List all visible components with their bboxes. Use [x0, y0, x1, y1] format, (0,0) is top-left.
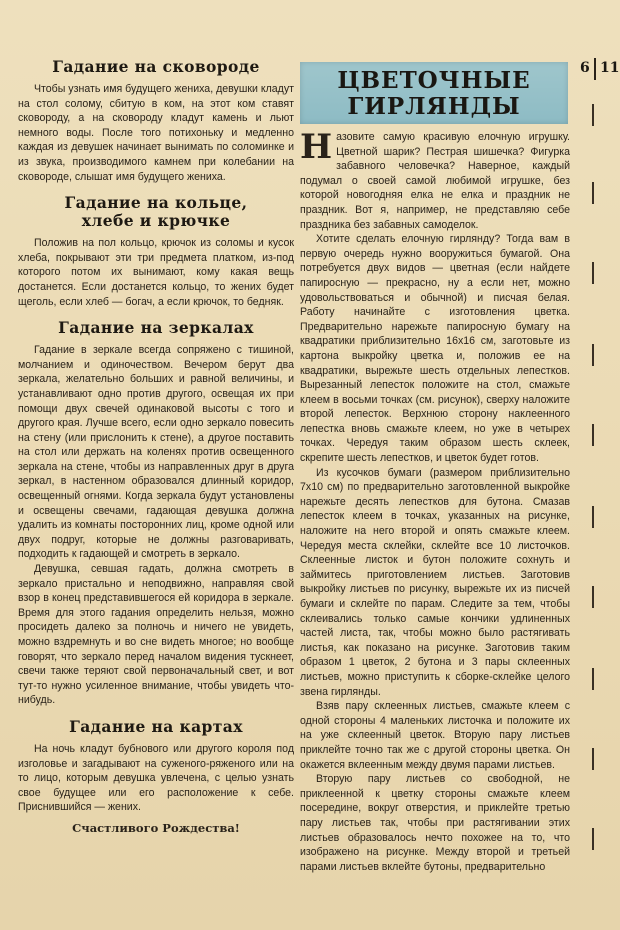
margin-mark [592, 748, 594, 770]
section-frying-pan [18, 58, 294, 184]
article-paragraph: Вторую пару листьев со свободной, не приклеенной к цветку стороны смажьте клеем посередине, вокруг отверстия, и приклейте третью пару листьев так, чтобы при растягивании этих листьев образовалось нечто похожее на то, что изображено на рисунке. Между второй и третьей парами листьев вклейте бутоны, предварительно [300, 773, 570, 873]
section-title: Гадание на сковороде [52, 57, 260, 76]
article-paragraph: Из кусочков бумаги (размером приблизительно 7х10 см) по предварительно заготовленной выкройке нарежьте десять лепестков для бутона. Смазав лепесток клеем в точках, указанных на рисунке, наложите на него второй и опять смажьте клеем. Чередуя места склейки, склейте все 10 листочков. Склеенные листок и бутон положите сохнуть и займитесь приготовлением листьев. Заготовив выкройку листьев по рисунку, вырежьте их из писчей бумаги и склейте по парам. Следите за тем, чтобы склеивались только самые кончики удлиненных частей листа, так, чтобы можно было растягивать листья, как показано на рисунке. Заготовив таким образом 1 цветок, 2 бутона и 3 пары склеенных листьев, можно приступить к сборке-склейке целого звена гирлянды. [300, 466, 570, 698]
section-paragraph: Положив на пол кольцо, крючок из соломы и кусок хлеба, покрывают эти три предмета платком, из-под которого потом их вынимают, кому какая вещь достанется. Если достанется кольцо, то жених будет щеголь, если хлеб — богач, а если крючок, то бедняк. [18, 237, 294, 308]
drop-cap: Н [300, 127, 333, 167]
article-paragraph-text: азовите самую красивую елочную игрушку. Цветной шарик? Пестрая шишечка? Фигурка забавного человечка? Наверное, каждый подумал о своей самой любимой игрушке, без которой новогодняя елка не елка и праздник не праздник. Вот я, например, не представляю себе праздника без забавных самоделок. [300, 131, 570, 231]
article-paragraph [300, 127, 570, 232]
article-title-line: ЦВЕТОЧНЫЕ [337, 67, 531, 94]
article-title-box [300, 62, 568, 124]
section-cards [18, 718, 294, 815]
margin-mark [592, 828, 594, 850]
page-number-right: 11 [600, 60, 620, 76]
section-title [18, 194, 294, 230]
section-title-line: Гадание на кольце, [64, 193, 248, 213]
section-title-line: хлебе и крючке [81, 211, 231, 231]
section-ring-bread-hook [18, 194, 294, 309]
section-paragraph: На ночь кладут бубнового или другого короля под изголовье и загадывают на суженого-ряженого или на то лицо, которым девушка увлечена, с целью узнать свое будущее или его расположение к себе. Приснившийся — жених. [18, 742, 294, 814]
page-number-divider [594, 58, 596, 80]
margin-mark [592, 506, 594, 528]
margin-mark [592, 344, 594, 366]
page-number-left: 6 [580, 60, 590, 76]
section-paragraph: Чтобы узнать имя будущего жениха, девушки кладут на стол солому, сбитую в ком, на этот ком ставят сковороду, а на сковороду кладут камень и льют немного воды. После того потихоньку и медленно каждая из девушек начинает вынимать по соломинке и из звука, производимого камнем при колебании на сковороде, слышат имя будущего жениха. [18, 83, 295, 183]
right-column [300, 127, 570, 874]
section-mirrors [18, 319, 294, 708]
left-column [18, 58, 294, 835]
margin-mark [592, 182, 594, 204]
section-paragraph: Гадание в зеркале всегда сопряжено с тишиной, молчанием и одиночеством. Вечером берут два зеркала, желательно больших и равной величины, и устанавливают одно против другого, освещая их при помощи двух свечей одинаковой высоты с того и другого края. Лучше всего, если одно зеркало повесить на стену (или прислонить к стене), а другое поставить на стол или держать на коленях против освещенного зеркала на стене, чтобы из направленных друг в друга зеркал, в настенном образовался длинный коридор, освещенный огнями. Когда зеркала будут установлены и освещены свечами, гадающая девушка должна удалить из комнаты посторонних лиц, кроме одной или двух подруг, которые не должны разговаривать, подходить к гадающей и смотреть в зеркало. [18, 344, 294, 561]
closing-greeting: Счастливого Рождества! [72, 820, 240, 835]
article-paragraph: Хотите сделать елочную гирлянду? Тогда вам в первую очередь нужно вооружиться бумагой. Она потребуется двух видов — цветная (если найдете папиросную — прекрасно, ну а если нет, можно удовольствоваться и обычной) и писчая белая. Работу начинайте с изготовления цветка. Предварительно нарежьте папиросную бумагу на квадратики приблизительно 16х16 см, заготовьте из картона выкройку цветка и, положив ее на квадратики, вырежьте шесть отдельных лепестков. Вырезанный лепесток положите на стол, смажьте клеем в восьми точках (см. рисунок), сверху наложите второй лепесток. Верхнюю сторону наклеенного лепестка вновь смажьте клеем, но уже в четырех точках. Чередуя таким образом шесть склеек, скрепите шесть лепестков, и цветок будет готов. [300, 233, 570, 465]
article-paragraph: Взяв пару склеенных листьев, смажьте клеем с одной стороны 4 маленьких листочка и положите их на уже склеенный цветок. Вторую пару листьев приклейте точно так же с другой стороны цветка. Он окажется вклеенным между двумя парами листьев. [300, 700, 570, 771]
section-title: Гадание на картах [69, 716, 243, 736]
margin-mark [592, 104, 594, 126]
margin-mark [592, 262, 594, 284]
margin-mark [592, 586, 594, 608]
section-title: Гадание на зеркалах [58, 318, 254, 338]
margin-mark [592, 668, 594, 690]
margin-mark [592, 424, 594, 446]
section-paragraph: Девушка, севшая гадать, должна смотреть в зеркало пристально и неподвижно, направляя свой взор в конец представившегося ей коридора в зеркале. Время для этого гадания определить нельзя, можно просидеть далеко за полночь и ничего не увидеть, можно вздремнуть и во сне видеть многое; но вообще говорят, что зеркало перед началом видения тускнеет, свечи также теряют свой первоначальный свет, и вот тут-то нужно усиленное внимание, чтобы увидеть что-нибудь. [18, 563, 294, 707]
article-title-line: ГИРЛЯНДЫ [347, 93, 521, 120]
